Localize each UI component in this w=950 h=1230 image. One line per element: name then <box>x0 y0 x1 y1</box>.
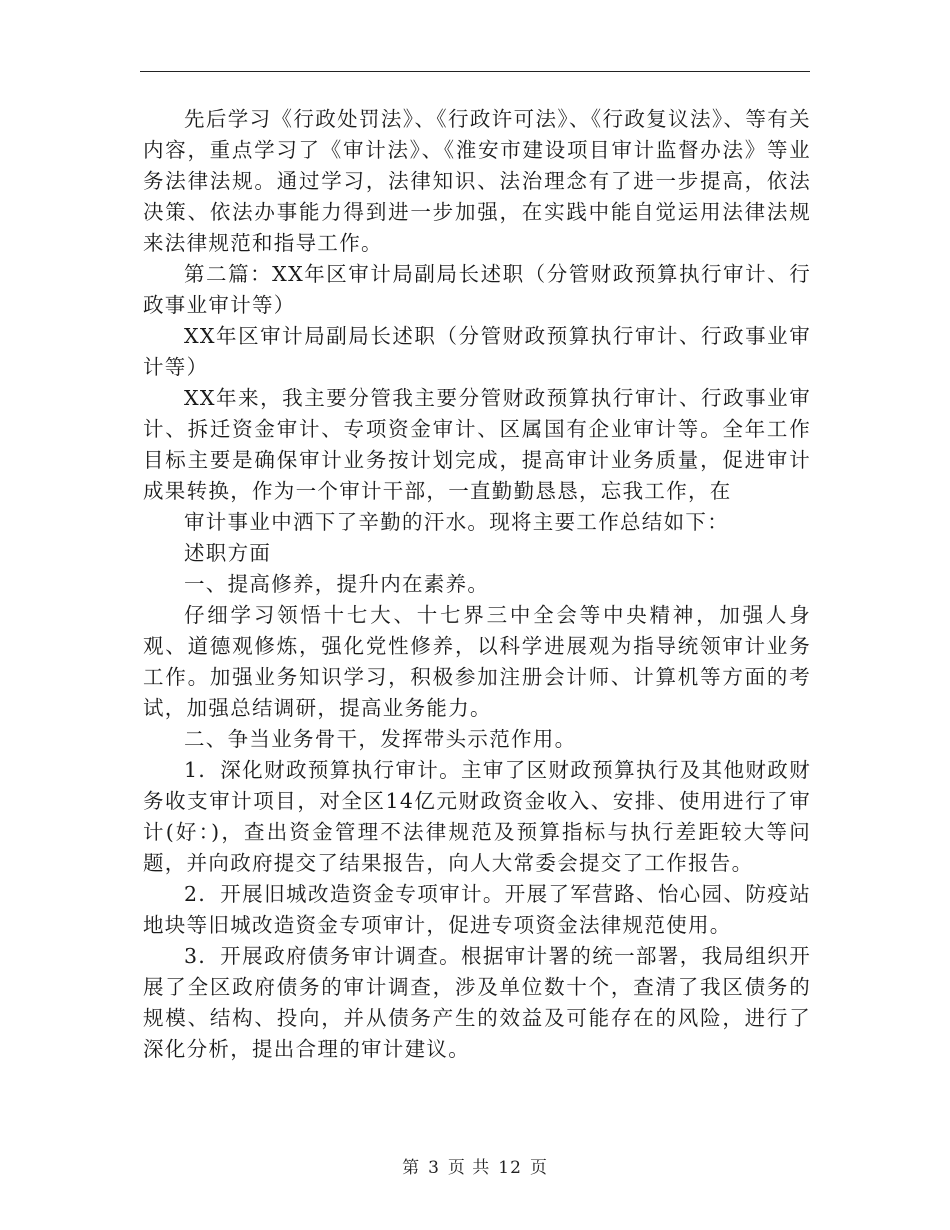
list-item-renovation-audit: 2．开展旧城改造资金专项审计。开展了军营路、怡心园、防疫站地块等旧城改造资金专项审计，促进专项资金法律规范使用。 <box>143 882 811 937</box>
paragraph-law-study: 先后学习《行政处罚法》、《行政许可法》、《行政复议法》、等有关内容，重点学习了《审计法》、《淮安市建设项目审计监督办法》等业务法律法规。通过学习，法律知识、法治理念有了进一步提高，依法决策、依法办事能力得到进一步加强，在实践中能自觉运用法律法规来法律规范和指导工作。 <box>143 107 811 255</box>
paragraph-responsibilities: XX年来，我主要分管我主要分管财政预算执行审计、行政事业审计、拆迁资金审计、专项资金审计、区属国有企业审计等。全年工作目标主要是确保审计业务按计划完成，提高审计业务质量，促进审计成果转换，作为一个审计干部，一直勤勤恳恳，忘我工作，在 <box>143 386 811 503</box>
current-page-number: 3 <box>428 1158 440 1178</box>
section-heading-one: 一、提高修养，提升内在素养。 <box>184 572 490 596</box>
paragraph-chapter-two-title: 第二篇：XX年区审计局副局长述职（分管财政预算执行审计、行政事业审计等） <box>143 262 811 317</box>
list-item-debt-audit: 3．开展政府债务审计调查。根据审计署的统一部署，我局组织开展了全区政府债务的审计调查，涉及单位数十个，查清了我区债务的规模、结构、投向，并从债务产生的效益及可能存在的风险，进行了深化分析，提出合理的审计建议。 <box>143 944 811 1061</box>
paragraph-study-cultivation: 仔细学习领悟十七大、十七界三中全会等中央精神，加强人身观、道德观修炼，强化党性修养，以科学进展观为指导统领审计业务工作。加强业务知识学习，积极参加注册会计师、计算机等方面的考试，加强总结调研，提高业务能力。 <box>143 603 811 720</box>
paragraph-summary-intro: 审计事业中洒下了辛勤的汗水。现将主要工作总结如下： <box>184 510 729 534</box>
header-rule <box>140 71 810 72</box>
footer-prefix: 第 <box>402 1158 421 1178</box>
footer-suffix: 页 <box>529 1158 548 1178</box>
section-heading-report: 述职方面 <box>184 541 272 565</box>
total-page-count: 12 <box>498 1158 522 1178</box>
document-body <box>143 104 811 1065</box>
section-heading-two: 二、争当业务骨干，发挥带头示范作用。 <box>184 727 577 751</box>
footer-middle: 页 共 <box>447 1158 491 1178</box>
page-footer <box>0 1153 950 1178</box>
list-item-budget-audit: 1．深化财政预算执行审计。主审了区财政预算执行及其他财政财务收支审计项目，对全区14亿元财政资金收入、安排、使用进行了审计(好：)，查出资金管理不法律规范及预算指标与执行差距较大等问题，并向政府提交了结果报告，向人大常委会提交了工作报告。 <box>143 758 811 875</box>
paragraph-report-title: XX年区审计局副局长述职（分管财政预算执行审计、行政事业审计等） <box>143 324 811 379</box>
